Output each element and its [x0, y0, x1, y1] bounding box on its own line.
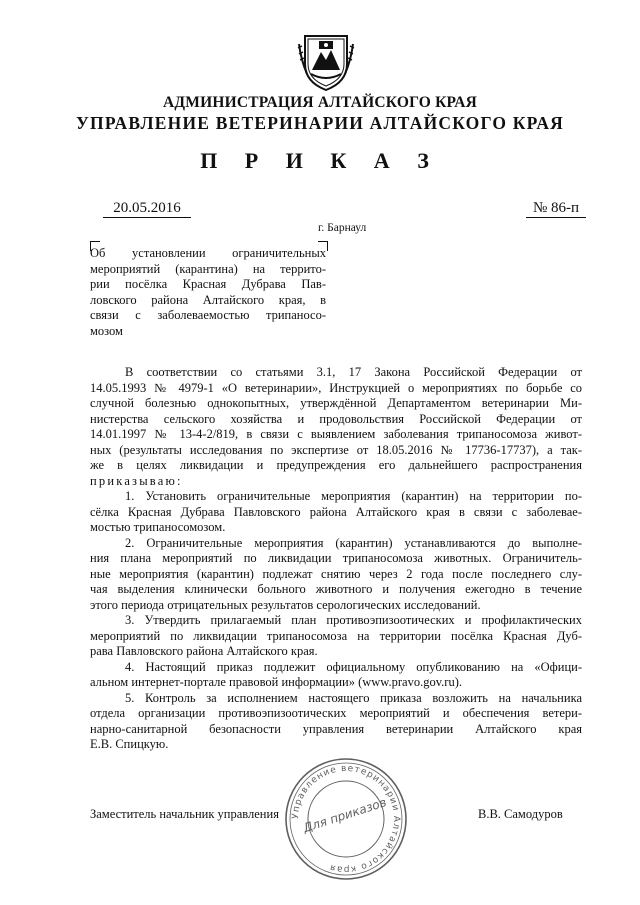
body-line: 5. Контроль за исполнением настоящего приказа возложить на начальника [125, 690, 582, 705]
body-line: 4. Настоящий приказ подлежит официальному опубликованию на «Офици- [125, 659, 582, 674]
subject-line: мозом [90, 323, 123, 338]
administration-title: АДМИНИСТРАЦИЯ АЛТАЙСКОГО КРАЯ [162, 94, 478, 111]
body-line: нарно-санитарной безопасности управления ветеринарии Алтайского края [90, 721, 582, 736]
body-line: же в целях ликвидации и предупреждения его дальнейшего распространения [90, 458, 582, 472]
body-line-order-word: приказываю: [90, 473, 183, 488]
subject-line: связи с заболеваемостью трипаносо- [90, 308, 326, 322]
body-line: 3. Утвердить прилагаемый план противоэпизоотических и профилактических [125, 613, 582, 627]
signer-name: В.В. Самодуров [478, 807, 563, 821]
body-line: альном интернет-портале правовой информации» (www.pravo.gov.ru). [90, 675, 462, 689]
body-line: 2. Ограничительные мероприятия (карантин) устанавливаются до выполне- [125, 535, 582, 550]
body-line: ные мероприятия (карантин) подлежат снятию через 2 года после последнего слу- [90, 566, 582, 581]
coat-of-arms-emblem [297, 30, 355, 92]
subject-line: рии посёлка Красная Дубрава Пав- [90, 277, 326, 291]
body-line: этого периода отрицательных результатов серологических исследований. [90, 597, 481, 612]
stamp-inner-text: Для приказов [301, 795, 389, 836]
document-type-title: П Р И К А З [200, 148, 440, 173]
body-line: отдела организации противоэпизоотических мероприятий и обеспечения ветери- [90, 706, 582, 720]
body-line: 14.05.1993 № 4979-1 «О ветеринарии», Инструкцией о мероприятиях по борьбе со [90, 380, 582, 395]
order-body [90, 365, 582, 753]
subject-block [90, 246, 326, 339]
body-line: мероприятий по ликвидации трипаносомоза на территории посёлка Красная Дуб- [90, 628, 582, 643]
body-line: Е.В. Спицкую. [90, 737, 169, 751]
body-line: ния плана мероприятий по ликвидации трипаносомоза животных. Ограничитель- [90, 551, 582, 565]
body-line: чая выделения клинически больного животного и получения ежегодно в течение [90, 582, 582, 596]
subject-line: Об установлении ограничительных [90, 246, 326, 260]
document-date: 20.05.2016 [103, 199, 191, 218]
document-city: г. Барнаул [318, 222, 367, 234]
stamp-outer-text: Управление ветеринарии Алтайского края [290, 763, 402, 875]
body-line: В соответствии со статьями 3.1, 17 Закона Российской Федерации от [125, 365, 582, 379]
body-line: 1. Установить ограничительные мероприятия (карантин) на территории по- [125, 489, 582, 503]
body-line: 14.01.1997 № 13-4-2/819, в связи с выявлением заболевания трипаносомоза живот- [90, 427, 582, 441]
signer-title: Заместитель начальник управления [90, 807, 279, 821]
body-line: случной болезнью однокопытных, утверждённой Департаментом ветеринарии Ми- [90, 396, 582, 410]
subject-line: мероприятий (карантина) на террито- [90, 261, 326, 276]
official-stamp [282, 755, 410, 883]
department-title: УПРАВЛЕНИЕ ВЕТЕРИНАРИИ АЛТАЙСКОГО КРАЯ [76, 113, 564, 133]
body-line: ных (результаты исследования по экспертизе от 18.05.2016 № 17736-17737), а так- [90, 442, 582, 457]
body-line: сёлка Красная Дубрава Павловского района Алтайского края в связи с заболевае- [90, 504, 582, 519]
subject-line: ловского района Алтайского края, в [90, 292, 326, 307]
body-line: нистерства сельского хозяйства и продовольствия Российской Федерации от [90, 411, 582, 426]
document-number: № 86-п [526, 199, 586, 218]
body-line: рава Павловского района Алтайского края. [90, 644, 318, 658]
body-line: мостью трипаносомозом. [90, 520, 226, 534]
